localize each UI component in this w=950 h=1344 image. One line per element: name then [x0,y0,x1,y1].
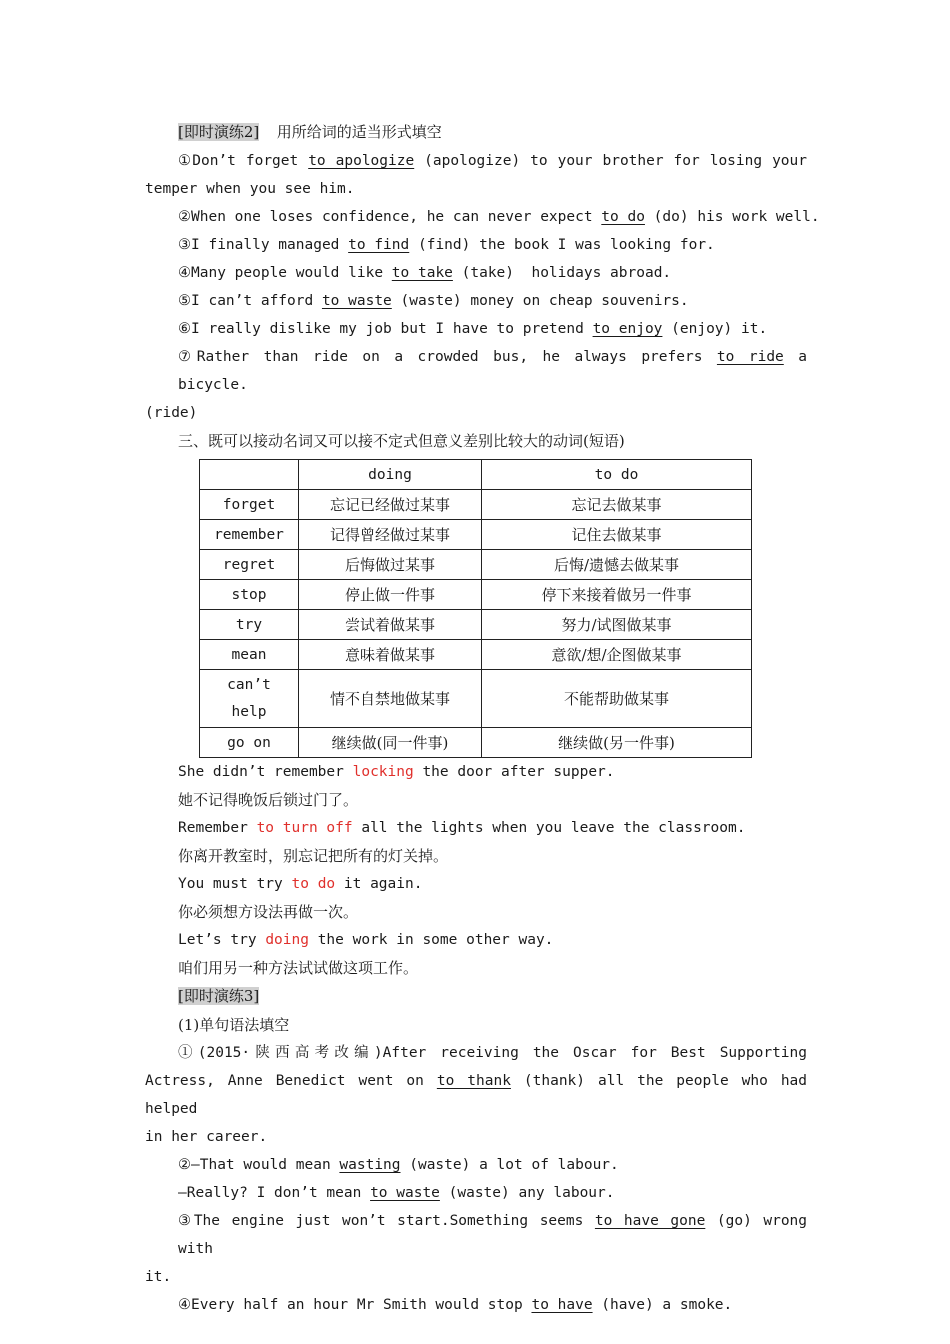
table-row [200,610,752,640]
doing-meaning-cell: 记得曾经做过某事 [299,520,482,550]
practice2-item-3: ③I finally managed to find (find) the book I was looking for. [178,237,715,253]
table-header-cell: doing [299,460,482,490]
practice2-item-4: ④Many people would like to take (take) holidays abroad. [178,265,672,281]
doing-meaning-cell: 忘记已经做过某事 [299,490,482,520]
doing-meaning-cell: 情不自禁地做某事 [299,670,482,728]
practice3-item-3-cont: it. [145,1269,172,1285]
example-translation: 你离开教室时，别忘记把所有的灯关掉。 [178,847,449,865]
table-row [200,640,752,670]
example-translation: 咱们用另一种方法试试做这项工作。 [178,959,419,977]
verb-cell: try [200,610,299,640]
answer-blank: to thank [436,1073,511,1089]
highlighted-verb: doing [265,932,309,948]
verb-cell: regret [200,550,299,580]
answer-blank: to ride [716,349,784,365]
doing-meaning-cell: 停止做一件事 [299,580,482,610]
table-row [200,728,752,758]
answer-blank: to enjoy [592,321,663,337]
doing-meaning-cell: 后悔做过某事 [299,550,482,580]
answer-blank: to have [531,1297,593,1313]
todo-meaning-cell: 后悔/遗憾去做某事 [482,550,752,580]
todo-meaning-cell: 停下来接着做另一件事 [482,580,752,610]
todo-meaning-cell: 记住去做某事 [482,520,752,550]
verb-comparison-table [199,459,752,758]
todo-meaning-cell: 继续做(另一件事) [482,728,752,758]
practice3-item-4: ④Every half an hour Mr Smith would stop to have (have) a smoke. [178,1297,733,1313]
practice2-item-6: ⑥I really dislike my job but I have to pretend to enjoy (enjoy) it. [178,321,768,337]
example-sentence: Remember to turn off all the lights when you leave the classroom. [178,820,746,836]
example-sentence: You must try to do it again. [178,876,423,892]
highlighted-verb: to do [291,876,336,892]
practice3-item-2-reply: —Really? I don’t mean to waste (waste) any labour. [178,1185,615,1201]
table-header-row [200,460,752,490]
doing-meaning-cell: 尝试着做某事 [299,610,482,640]
practice2-item-2: ②When one loses confidence, he can never expect to do (do) his work well. [178,209,820,225]
verb-cell: stop [200,580,299,610]
answer-blank: to take [391,265,453,281]
practice2-item-1-cont: temper when you see him. [145,181,355,197]
verb-cell: go on [200,728,299,758]
answer-blank: wasting [339,1157,401,1173]
answer-blank: to find [348,237,410,253]
answer-blank: to do [601,209,645,225]
table-header-cell: to do [482,460,752,490]
todo-meaning-cell: 不能帮助做某事 [482,670,752,728]
table-header-cell [200,460,299,490]
practice3-header [145,982,807,1011]
practice3-item-2: ②—That would mean wasting (waste) a lot of labour. [178,1157,619,1173]
answer-blank: to waste [370,1185,440,1201]
todo-meaning-cell: 忘记去做某事 [482,490,752,520]
verb-cell: mean [200,640,299,670]
practice3-tag: [即时演练3] [178,987,260,1005]
practice3-item-1: ①(2015·陕西高考改编)After receiving the Oscar for Best Supporting [178,1045,807,1061]
practice2-item-7-cont: (ride) [145,405,198,421]
verb-cell: remember [200,520,299,550]
highlighted-verb: to turn off [256,820,353,836]
todo-meaning-cell: 努力/试图做某事 [482,610,752,640]
document-page [145,118,820,1319]
practice2-item-1: ①Don’t forget to apologize (apologize) to your brother for losing your [178,153,807,169]
example-translation: 她不记得晚饭后锁过门了。 [178,791,359,809]
practice2-instruction: 用所给词的适当形式填空 [276,123,442,141]
section3-heading: 三、既可以接动名词又可以接不定式但意义差别比较大的动词(短语) [178,432,625,450]
table-row [200,490,752,520]
practice3-subheading: (1)单句语法填空 [178,1016,290,1034]
doing-meaning-cell: 继续做(同一件事) [299,728,482,758]
verb-cell: can’t help [200,670,299,728]
todo-meaning-cell: 意欲/想/企图做某事 [482,640,752,670]
example-sentence: She didn’t remember locking the door after supper. [178,764,615,780]
answer-blank: to have gone [594,1213,706,1229]
example-sentence: Let’s try doing the work in some other way. [178,932,554,948]
example-translation: 你必须想方设法再做一次。 [178,903,359,921]
highlighted-verb: locking [352,764,414,780]
practice3-item-3: ③The engine just won’t start.Something seems to have gone (go) wrong with [178,1213,808,1257]
practice2-header [145,118,807,147]
doing-meaning-cell: 意味着做某事 [299,640,482,670]
practice2-item-5: ⑤I can’t afford to waste (waste) money on cheap souvenirs. [178,293,689,309]
practice2-item-7: ⑦Rather than ride on a crowded bus, he always prefers to ride a bicycle. [178,349,807,393]
answer-blank: to apologize [308,153,415,169]
practice2-tag: [即时演练2] [178,123,260,141]
table-row [200,670,752,728]
table-row [200,580,752,610]
practice3-item-1-line2: Actress, Anne Benedict went on to thank (thank) all the people who had helped [145,1073,808,1117]
verb-cell: forget [200,490,299,520]
table-row [200,520,752,550]
answer-blank: to waste [321,293,392,309]
table-row [200,550,752,580]
practice3-item-1-line3: in her career. [145,1129,268,1145]
